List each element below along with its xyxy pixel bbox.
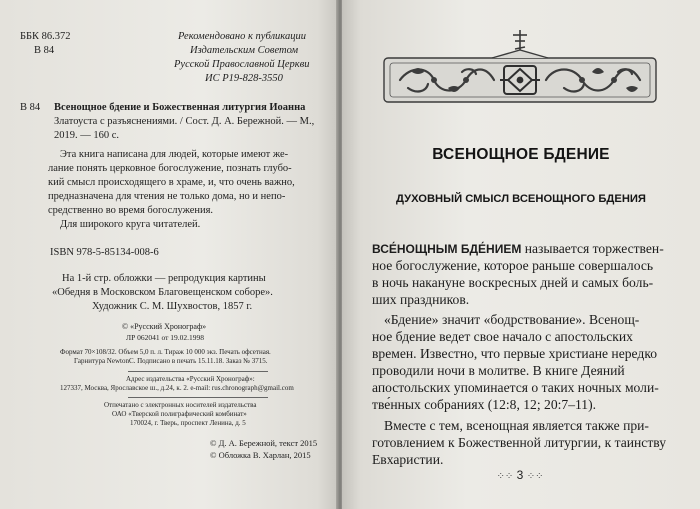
annotation-line: средственно во время богослужения. [48,205,214,216]
catalog-line: Всенощное бдение и Божественная литургия Иоанна [54,102,306,113]
cover-note-line: «Обедня в Московском Благовещенском соборе». [52,287,273,298]
recommendation-line: Издательским Советом [190,45,299,56]
paragraph-line: Вместе с тем, всенощная является также при- [384,418,649,433]
folio-ornament-right-icon: ⁘⁘ [526,471,544,482]
paragraph-line: Евхаристии. [372,452,444,467]
page-number: 3 [516,468,524,482]
isbn: ISBN 978-5-85134-008-6 [50,247,159,258]
annotation-line: Для широкого круга читателей. [60,219,201,230]
annotation-line: лание понять церковное богослужение, познать глубо- [48,163,292,174]
annotation-line: Эта книга написана для людей, которые имеют же- [60,149,289,160]
print-specs-line: Гарнитура NewtonC. Подписано в печать 15.11.18. Заказ № 3715. [74,357,268,365]
paragraph-line: проводили ночи в молитве. В книге Деяний [372,363,625,378]
divider-rule [128,397,268,398]
paragraph-line: тве́нных собраниях (12:8, 12; 20:7–11). [372,397,597,412]
catalog-line: Златоуста с разъяснениями. / Сост. Д. А. Бережной. — М., [54,116,315,127]
paragraph-line: апостольских упоминается о таких ночных моли- [372,380,659,395]
annotation-line: предназначена для чтения не только дома, но и непо- [48,191,286,202]
catalog-line: 2019. — 160 с. [54,130,120,141]
folio-ornament-left-icon: ⁘⁘ [496,471,514,482]
license-number: ЛР 062041 от 19.02.1998 [126,333,205,342]
printer-line: ОАО «Тверской полиграфический комбинат» [112,410,247,418]
annotation-line: кий смысл происходящего в храме, и, что очень важно, [48,177,295,188]
paragraph-line: ших праздников. [372,292,470,307]
orthodox-cross-ornament-icon [382,28,658,106]
cover-note-line: Художник С. М. Шухвостов, 1857 г. [92,301,253,312]
paragraph-line: ное бдение ведет свое начало с апостольских [372,329,633,344]
credit-line: © Д. А. Бережной, текст 2015 [210,438,318,448]
divider-rule [128,371,268,372]
paragraph-line: времен. Известно, что первые христиане нередко [372,346,658,361]
chapter-title: ВСЕНОЩНОЕ БДЕНИЕ [432,146,610,163]
printer-line: 170024, г. Тверь, проспект Ленина, д. 5 [130,419,246,427]
print-specs-line: Формат 70×108/32. Объем 5,0 п. л. Тираж 10 000 экз. Печать офсетная. [60,348,271,356]
printer-line: Отпечатано с электронных носителей издательства [104,401,257,409]
recommendation-line: ИС Р19-828-3550 [205,73,283,84]
copyright-publisher: © «Русский Хронограф» [122,322,207,331]
catalog-code: В 84 [20,102,41,113]
bbk-author-sign: В 84 [34,45,55,56]
paragraph-line: готовлением к Божественной литургии, к таинству [372,435,667,450]
bbk-code: ББК 86.372 [20,31,71,42]
lead-term: ВСЕ́НОЩНЫМ БДЕ́НИЕМ [372,242,522,256]
paragraph-line: «Бдение» значит «бодрствование». Всенощ- [384,312,640,327]
page-number-folio [470,468,570,482]
publisher-address-line: Адрес издательства «Русский Хронограф»: [126,375,255,383]
paragraph-line: в ночь накануне воскресных дней и самых боль- [372,275,654,290]
cover-note-line: На 1-й стр. обложки — репродукция картины [62,273,266,284]
section-title: ДУХОВНЫЙ СМЫСЛ ВСЕНОЩНОГО БДЕНИЯ [396,193,646,205]
paragraph-text: называется торжествен- [521,241,664,256]
paragraph-line: ное богослужение, которое раньше совершалось [372,258,654,273]
paragraph-line [372,240,664,258]
recommendation-line: Русской Православной Церкви [174,59,310,70]
publisher-address-line: 127337, Москва, Ярославское ш., д.24, к. 2. e-mail: rus.chronograph@gmail.com [60,384,294,392]
credit-line: © Обложка В. Харлан, 2015 [210,450,311,460]
recommendation-line: Рекомендовано к публикации [178,31,306,42]
